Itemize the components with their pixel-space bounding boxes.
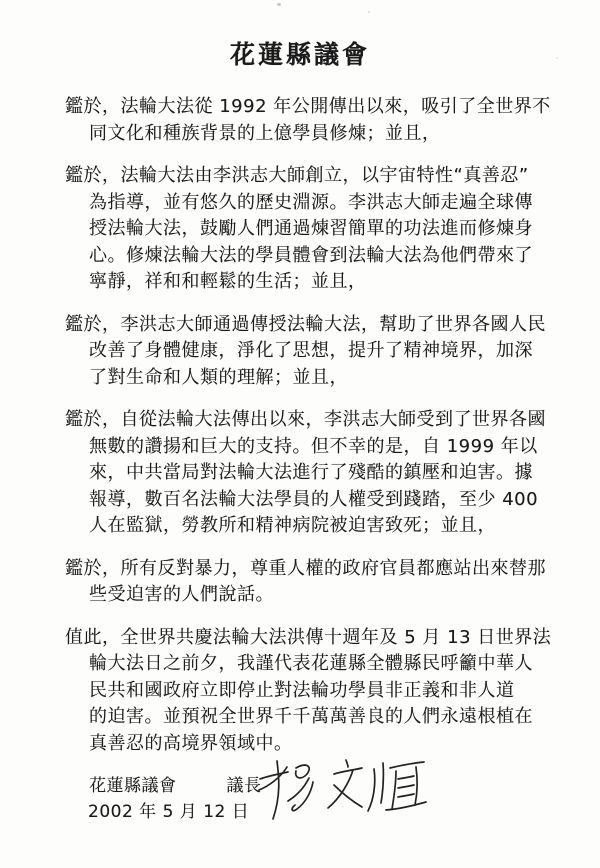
paragraph-6: [0, 625, 600, 758]
paragraph-line: 來，中共當局對法輪大法進行了殘酷的鎮壓和迫害。據: [89, 462, 533, 483]
paragraph-line: 鑑於，法輪大法由李洪志大師創立，以宇宙特性“真善忍”: [65, 165, 529, 186]
paragraph-line: 民共和國政府立即停止對法輪功學員非正義和非人道: [89, 679, 515, 701]
scan-speck: [277, 3, 281, 6]
paragraph-line: 心。修煉法輪大法的學員體會到法輪大法為他們帶來了: [89, 244, 533, 266]
paragraph-line: 授法輪大法，鼓勵人們通過煉習簡單的功法進而修煉身: [89, 218, 533, 239]
paragraph-line: 鑑於，自從法輪大法傳出以來，李洪志大師受到了世界各國: [65, 409, 546, 430]
scan-speck: [556, 57, 558, 59]
paragraph-line: 些受迫害的人們說話。: [89, 584, 274, 605]
paragraph-line: 輪大法日之前夕，我謹代表花蓮縣全體縣民呼籲中華人: [89, 653, 533, 674]
paragraph-4: [0, 407, 600, 540]
paragraph-line: 人在監獄，勞教所和精神病院被迫害致死；並且，: [89, 515, 496, 536]
paragraph-line: 同文化和種族背景的上億學員修煉；並且，: [89, 122, 441, 144]
paragraph-line: 為指導，並有悠久的歷史淵源。李洪志大師走遍全球傳: [89, 191, 533, 213]
paragraph-line: 的迫害。並預祝全世界千千萬萬善良的人們永遠根植在: [89, 706, 533, 727]
paragraph-3: [0, 312, 600, 392]
paragraph-line: 值此，全世界共慶法輪大法洪傳十週年及 5 月 13 日世界法: [65, 626, 552, 648]
paragraph-line: 了對生命和人類的理解；並且，: [89, 366, 348, 388]
paragraph-line: 寧靜，祥和和輕鬆的生活；並且，: [89, 271, 367, 292]
signature-block: [0, 773, 600, 825]
paragraph-line: 鑑於，法輪大法從 1992 年公開傳出以來，吸引了全世界不: [65, 96, 551, 117]
paragraph-line: 報導，數百名法輪大法學員的人權受到踐踏，至少 400: [89, 488, 539, 510]
page-title: 花蓮縣議會: [229, 40, 370, 69]
paragraph-5: [0, 556, 600, 609]
paragraph-line: 鑑於，所有反對暴力，尊重人權的政府官員都應站出來替那: [65, 557, 546, 579]
paragraph-line: 改善了身體健康，淨化了思想，提升了精神境界，加深: [89, 340, 533, 361]
signature-organization: 花蓮縣議會: [89, 776, 177, 796]
paragraph-line: 真善忍的高境界領域中。: [89, 732, 293, 754]
signature-date: 2002 年 5 月 12 日: [88, 802, 250, 822]
signature-title-label: 議長: [226, 776, 262, 796]
scan-speck: [368, 11, 370, 13]
document-body: [0, 94, 600, 757]
paragraph-1: [0, 94, 600, 147]
paragraph-line: 無數的讚揚和巨大的支持。但不幸的是，自 1999 年以: [89, 435, 538, 457]
paragraph-line: 鑑於，李洪志大師通過傳授法輪大法，幫助了世界各國人民: [65, 313, 546, 335]
paragraph-2: [0, 163, 600, 296]
signature-row: [0, 773, 600, 799]
